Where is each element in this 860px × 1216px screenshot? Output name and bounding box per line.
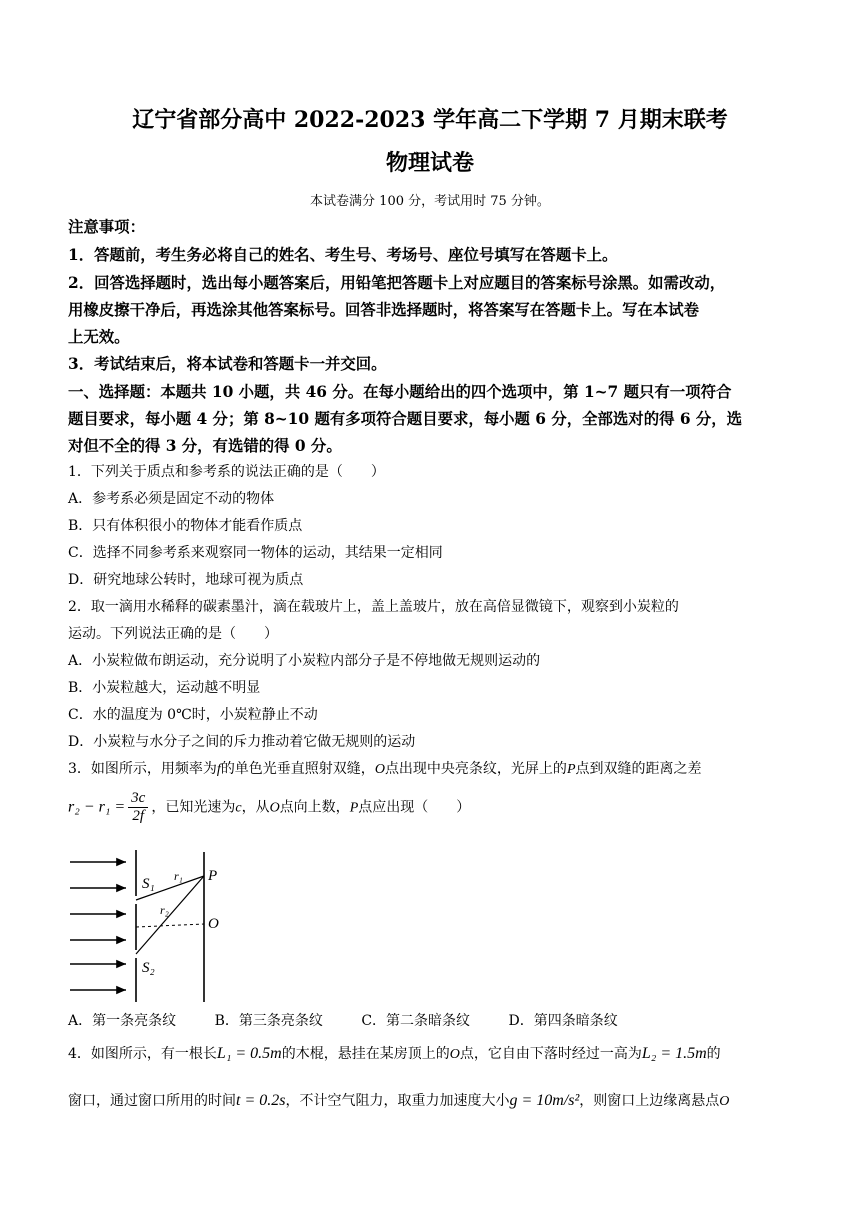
label-s1: S₁ — [142, 876, 155, 892]
q3-option-d: D．第四条暗条纹 — [508, 1013, 618, 1029]
q1-option-d: D．研究地球公转时，地球可视为质点 — [68, 572, 304, 588]
q3-equation-fraction: $\frac{3c}{2f}$ — [128, 790, 148, 825]
q3-option-b: B．第三条亮条纹 — [214, 1013, 323, 1029]
section1-line1: 一、选择题：本题共 10 小题，共 46 分。在每小题给出的四个选项中，第 1~7 题只有一项符合 — [68, 383, 732, 401]
label-r2: r₂ — [160, 903, 169, 917]
center-dashed-line — [136, 924, 204, 927]
exam-title: 辽宁省部分高中 2022-2023 学年高二下学期 7 月期末联考 — [132, 107, 728, 133]
q2-option-a: A．小炭粒做布朗运动，充分说明了小炭粒内部分子是不停地做无规则运动的 — [68, 653, 541, 669]
label-r1: r₁ — [174, 869, 183, 883]
label-s2: S₂ — [142, 960, 155, 976]
q2-stem-1: 2．取一滴用水稀释的碳素墨汁，滴在载玻片上，盖上盖玻片，放在高倍显微镜下，观察到小炭粒的 — [68, 599, 679, 615]
note-1: 1．答题前，考生务必将自己的姓名、考生号、考场号、座位号填写在答题卡上。 — [68, 246, 618, 264]
q4-l2: L₂ = 1.5m — [641, 1045, 707, 1062]
symbol-f: f — [216, 762, 221, 777]
symbol-o: O — [374, 762, 385, 777]
q2-option-c: C．水的温度为 0℃时，小炭粒静止不动 — [68, 707, 318, 723]
label-o: O — [208, 916, 219, 932]
q2-option-b: B．小炭粒越大，运动越不明显 — [68, 680, 261, 696]
q1-option-b: B．只有体积很小的物体才能看作质点 — [68, 518, 303, 534]
note-2a: 2．回答选择题时，选出每小题答案后，用铅笔把答题卡上对应题目的答案标号涂黑。如需改动， — [68, 274, 726, 292]
note-2b: 用橡皮擦干净后，再选涂其他答案标号。回答非选择题时，将答案写在答题卡上。写在本试卷 — [68, 301, 700, 319]
q4-l1: L₁ = 0.5m — [216, 1045, 282, 1062]
q1-stem: 1．下列关于质点和参考系的说法正确的是（ ） — [68, 464, 385, 480]
section1-line3: 对但不全的得 3 分，有选错的得 0 分。 — [68, 437, 342, 455]
q3-stem-1: 3．如图所示，用频率为f的单色光垂直照射双缝，O点出现中央亮条纹，光屏上的P点到双缝的距离之差 — [68, 761, 702, 777]
q2-option-d: D．小炭粒与水分子之间的斥力推动着它做无规则的运动 — [68, 734, 416, 750]
q1-option-c: C．选择不同参考系来观察同一物体的运动，其结果一定相同 — [68, 545, 443, 561]
q4-stem-2: 窗口，通过窗口所用的时间t = 0.2s，不计空气阻力，取重力加速度大小g = 10m/s²，则窗口上边缘离悬点O — [68, 1092, 730, 1109]
q4-t: t = 0.2s — [236, 1092, 286, 1109]
q3-stem-2: r₂ − r₁ = $\frac{3c}{2f}$ ，已知光速为c，从O点向上数，P点应出现（ ） — [68, 790, 471, 824]
notes-heading: 注意事项： — [68, 218, 145, 236]
q4-stem-1: 4．如图所示，有一根长L₁ = 0.5m的木棍，悬挂在某房顶上的O点，它自由下落时经过一高为L₂ = 1.5m的 — [68, 1045, 721, 1062]
q2-stem-2: 运动。下列说法正确的是（ ） — [68, 626, 278, 642]
note-3: 3．考试结束后，将本试卷和答题卡一并交回。 — [68, 355, 387, 373]
q1-option-a: A．参考系必须是固定不动的物体 — [68, 491, 275, 507]
q3-equation-lhs: r₂ − r₁ = — [68, 798, 126, 816]
q3-option-a: A．第一条亮条纹 — [68, 1013, 177, 1029]
exam-meta: 本试卷满分 100 分，考试用时 75 分钟。 — [310, 194, 550, 209]
q4-g: g = 10m/s² — [509, 1092, 580, 1109]
symbol-p: P — [566, 762, 576, 777]
incident-light-arrows — [70, 862, 126, 990]
double-slit-figure — [68, 846, 238, 1004]
q3-options — [68, 1010, 652, 1030]
note-2c: 上无效。 — [68, 328, 130, 346]
section1-line2: 题目要求，每小题 4 分；第 8~10 题有多项符合题目要求，每小题 6 分，全部选对的得 6 分，选 — [68, 410, 743, 428]
label-p: P — [208, 868, 218, 884]
q3-option-c: C．第二条暗条纹 — [361, 1013, 471, 1029]
exam-subtitle: 物理试卷 — [385, 150, 474, 176]
